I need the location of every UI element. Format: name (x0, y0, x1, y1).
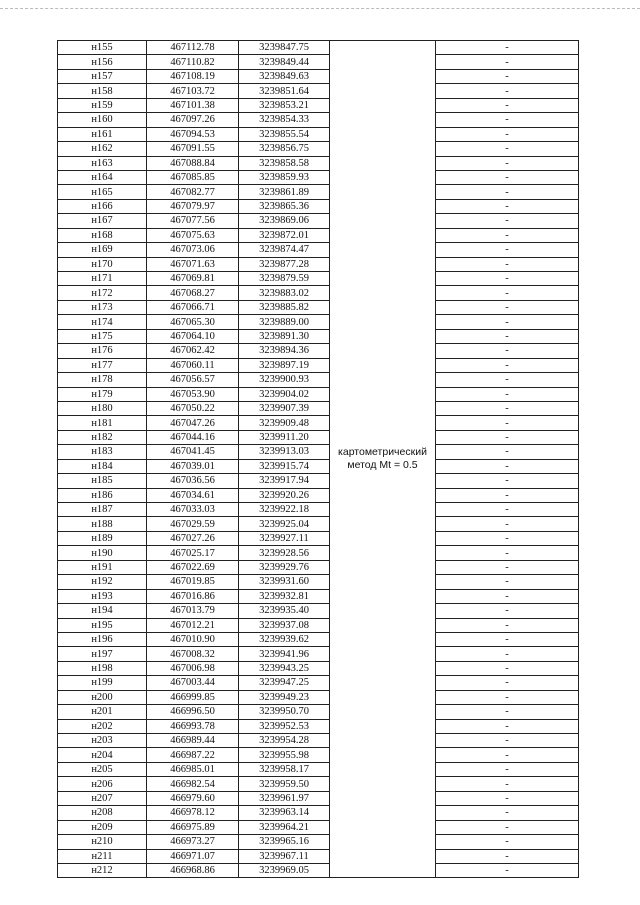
x-coordinate-cell: 467068.27 (147, 286, 239, 300)
y-coordinate-cell: 3239913.03 (239, 445, 330, 459)
x-coordinate-cell: 467027.26 (147, 531, 239, 545)
x-coordinate-cell: 467094.53 (147, 127, 239, 141)
description-cell: - (436, 98, 579, 112)
x-coordinate-cell: 467044.16 (147, 430, 239, 444)
y-coordinate-cell: 3239897.19 (239, 358, 330, 372)
y-coordinate-cell: 3239925.04 (239, 517, 330, 531)
description-cell: - (436, 503, 579, 517)
x-coordinate-cell: 467013.79 (147, 604, 239, 618)
description-cell: - (436, 459, 579, 473)
x-coordinate-cell: 467036.56 (147, 474, 239, 488)
point-name-cell: н178 (58, 373, 147, 387)
y-coordinate-cell: 3239917.94 (239, 474, 330, 488)
description-cell: - (436, 243, 579, 257)
description-cell: - (436, 286, 579, 300)
point-name-cell: н184 (58, 459, 147, 473)
description-cell: - (436, 272, 579, 286)
y-coordinate-cell: 3239891.30 (239, 329, 330, 343)
y-coordinate-cell: 3239907.39 (239, 401, 330, 415)
description-cell: - (436, 358, 579, 372)
x-coordinate-cell: 467050.22 (147, 401, 239, 415)
description-cell: - (436, 560, 579, 574)
table-row (58, 849, 579, 863)
description-cell: - (436, 257, 579, 271)
table-row (58, 734, 579, 748)
table-row (58, 358, 579, 372)
table-row (58, 604, 579, 618)
x-coordinate-cell: 467077.56 (147, 214, 239, 228)
x-coordinate-cell: 467082.77 (147, 185, 239, 199)
table-row (58, 647, 579, 661)
description-cell: - (436, 849, 579, 863)
table-row (58, 286, 579, 300)
table-row (58, 445, 579, 459)
description-cell: - (436, 127, 579, 141)
x-coordinate-cell: 467075.63 (147, 228, 239, 242)
y-coordinate-cell: 3239854.33 (239, 113, 330, 127)
description-cell: - (436, 632, 579, 646)
description-cell: - (436, 228, 579, 242)
x-coordinate-cell: 467008.32 (147, 647, 239, 661)
x-coordinate-cell: 467112.78 (147, 41, 239, 55)
point-name-cell: н208 (58, 806, 147, 820)
x-coordinate-cell: 467097.26 (147, 113, 239, 127)
x-coordinate-cell: 467025.17 (147, 546, 239, 560)
table-row (58, 618, 579, 632)
point-name-cell: н171 (58, 272, 147, 286)
point-name-cell: н169 (58, 243, 147, 257)
table-row (58, 257, 579, 271)
point-name-cell: н212 (58, 863, 147, 877)
x-coordinate-cell: 466982.54 (147, 777, 239, 791)
table-row (58, 228, 579, 242)
x-coordinate-cell: 466993.78 (147, 719, 239, 733)
table-row (58, 401, 579, 415)
description-cell: - (436, 676, 579, 690)
point-name-cell: н182 (58, 430, 147, 444)
x-coordinate-cell: 467071.63 (147, 257, 239, 271)
description-cell: - (436, 113, 579, 127)
description-cell: - (436, 777, 579, 791)
x-coordinate-cell: 467091.55 (147, 142, 239, 156)
table-row (58, 474, 579, 488)
x-coordinate-cell: 467065.30 (147, 315, 239, 329)
y-coordinate-cell: 3239855.54 (239, 127, 330, 141)
description-cell: - (436, 401, 579, 415)
y-coordinate-cell: 3239964.21 (239, 820, 330, 834)
point-name-cell: н205 (58, 762, 147, 776)
description-cell: - (436, 199, 579, 213)
x-coordinate-cell: 467085.85 (147, 170, 239, 184)
description-cell: - (436, 430, 579, 444)
point-name-cell: н193 (58, 589, 147, 603)
x-coordinate-cell: 466973.27 (147, 835, 239, 849)
y-coordinate-cell: 3239869.06 (239, 214, 330, 228)
table-row (58, 170, 579, 184)
table-row (58, 690, 579, 704)
table-row (58, 272, 579, 286)
table-row (58, 820, 579, 834)
x-coordinate-cell: 467108.19 (147, 69, 239, 83)
y-coordinate-cell: 3239965.16 (239, 835, 330, 849)
point-name-cell: н156 (58, 55, 147, 69)
y-coordinate-cell: 3239883.02 (239, 286, 330, 300)
table-row (58, 416, 579, 430)
point-name-cell: н174 (58, 315, 147, 329)
y-coordinate-cell: 3239922.18 (239, 503, 330, 517)
y-coordinate-cell: 3239894.36 (239, 344, 330, 358)
y-coordinate-cell: 3239929.76 (239, 560, 330, 574)
point-name-cell: н197 (58, 647, 147, 661)
y-coordinate-cell: 3239969.05 (239, 863, 330, 877)
x-coordinate-cell: 467053.90 (147, 387, 239, 401)
description-cell: - (436, 762, 579, 776)
point-name-cell: н188 (58, 517, 147, 531)
x-coordinate-cell: 466999.85 (147, 690, 239, 704)
description-cell: - (436, 387, 579, 401)
x-coordinate-cell: 467088.84 (147, 156, 239, 170)
description-cell: - (436, 820, 579, 834)
point-name-cell: н198 (58, 661, 147, 675)
table-row (58, 98, 579, 112)
point-name-cell: н158 (58, 84, 147, 98)
description-cell: - (436, 531, 579, 545)
y-coordinate-cell: 3239941.96 (239, 647, 330, 661)
method-cell (330, 41, 436, 878)
y-coordinate-cell: 3239959.50 (239, 777, 330, 791)
description-cell: - (436, 300, 579, 314)
point-name-cell: н202 (58, 719, 147, 733)
description-cell: - (436, 315, 579, 329)
y-coordinate-cell: 3239877.28 (239, 257, 330, 271)
point-name-cell: н192 (58, 575, 147, 589)
y-coordinate-cell: 3239849.44 (239, 55, 330, 69)
x-coordinate-cell: 466968.86 (147, 863, 239, 877)
x-coordinate-cell: 467016.86 (147, 589, 239, 603)
description-cell: - (436, 142, 579, 156)
description-cell: - (436, 618, 579, 632)
y-coordinate-cell: 3239853.21 (239, 98, 330, 112)
x-coordinate-cell: 466978.12 (147, 806, 239, 820)
table-row (58, 806, 579, 820)
table-row (58, 863, 579, 877)
y-coordinate-cell: 3239915.74 (239, 459, 330, 473)
description-cell: - (436, 863, 579, 877)
point-name-cell: н160 (58, 113, 147, 127)
description-cell: - (436, 517, 579, 531)
y-coordinate-cell: 3239847.75 (239, 41, 330, 55)
x-coordinate-cell: 467103.72 (147, 84, 239, 98)
y-coordinate-cell: 3239937.08 (239, 618, 330, 632)
y-coordinate-cell: 3239911.20 (239, 430, 330, 444)
y-coordinate-cell: 3239849.63 (239, 69, 330, 83)
point-name-cell: н176 (58, 344, 147, 358)
point-name-cell: н175 (58, 329, 147, 343)
point-name-cell: н161 (58, 127, 147, 141)
point-name-cell: н203 (58, 734, 147, 748)
y-coordinate-cell: 3239861.89 (239, 185, 330, 199)
y-coordinate-cell: 3239900.93 (239, 373, 330, 387)
y-coordinate-cell: 3239958.17 (239, 762, 330, 776)
point-name-cell: н168 (58, 228, 147, 242)
y-coordinate-cell: 3239961.97 (239, 791, 330, 805)
point-name-cell: н206 (58, 777, 147, 791)
y-coordinate-cell: 3239851.64 (239, 84, 330, 98)
y-coordinate-cell: 3239963.14 (239, 806, 330, 820)
x-coordinate-cell: 466987.22 (147, 748, 239, 762)
table-row (58, 142, 579, 156)
description-cell: - (436, 329, 579, 343)
y-coordinate-cell: 3239928.56 (239, 546, 330, 560)
point-name-cell: н211 (58, 849, 147, 863)
y-coordinate-cell: 3239950.70 (239, 705, 330, 719)
description-cell: - (436, 344, 579, 358)
point-name-cell: н177 (58, 358, 147, 372)
table-row (58, 719, 579, 733)
table-row (58, 55, 579, 69)
y-coordinate-cell: 3239865.36 (239, 199, 330, 213)
table-row (58, 503, 579, 517)
page-top-dashed-line (0, 8, 640, 9)
point-name-cell: н207 (58, 791, 147, 805)
table-row (58, 791, 579, 805)
table-row (58, 199, 579, 213)
point-name-cell: н164 (58, 170, 147, 184)
x-coordinate-cell: 467047.26 (147, 416, 239, 430)
table-row (58, 156, 579, 170)
table-row (58, 127, 579, 141)
x-coordinate-cell: 467029.59 (147, 517, 239, 531)
table-row (58, 329, 579, 343)
table-row (58, 762, 579, 776)
x-coordinate-cell: 467039.01 (147, 459, 239, 473)
description-cell: - (436, 719, 579, 733)
x-coordinate-cell: 467006.98 (147, 661, 239, 675)
table-row (58, 459, 579, 473)
point-name-cell: н210 (58, 835, 147, 849)
description-cell: - (436, 55, 579, 69)
y-coordinate-cell: 3239935.40 (239, 604, 330, 618)
description-cell: - (436, 214, 579, 228)
table-row (58, 243, 579, 257)
table-row (58, 315, 579, 329)
description-cell: - (436, 445, 579, 459)
description-cell: - (436, 835, 579, 849)
point-name-cell: н191 (58, 560, 147, 574)
x-coordinate-cell: 467034.61 (147, 488, 239, 502)
point-name-cell: н181 (58, 416, 147, 430)
point-name-cell: н165 (58, 185, 147, 199)
table-row (58, 560, 579, 574)
description-cell: - (436, 748, 579, 762)
description-cell: - (436, 546, 579, 560)
table-row (58, 113, 579, 127)
x-coordinate-cell: 467062.42 (147, 344, 239, 358)
x-coordinate-cell: 467064.10 (147, 329, 239, 343)
table-row (58, 41, 579, 55)
table-row (58, 661, 579, 675)
y-coordinate-cell: 3239954.28 (239, 734, 330, 748)
y-coordinate-cell: 3239889.00 (239, 315, 330, 329)
point-name-cell: н166 (58, 199, 147, 213)
table-row (58, 488, 579, 502)
y-coordinate-cell: 3239879.59 (239, 272, 330, 286)
description-cell: - (436, 488, 579, 502)
point-name-cell: н186 (58, 488, 147, 502)
description-cell: - (436, 661, 579, 675)
x-coordinate-cell: 467003.44 (147, 676, 239, 690)
table-row (58, 705, 579, 719)
description-cell: - (436, 791, 579, 805)
table-row (58, 430, 579, 444)
x-coordinate-cell: 466971.07 (147, 849, 239, 863)
y-coordinate-cell: 3239947.25 (239, 676, 330, 690)
table-row (58, 748, 579, 762)
y-coordinate-cell: 3239872.01 (239, 228, 330, 242)
description-cell: - (436, 589, 579, 603)
x-coordinate-cell: 467060.11 (147, 358, 239, 372)
description-cell: - (436, 690, 579, 704)
x-coordinate-cell: 467056.57 (147, 373, 239, 387)
y-coordinate-cell: 3239856.75 (239, 142, 330, 156)
x-coordinate-cell: 467069.81 (147, 272, 239, 286)
y-coordinate-cell: 3239949.23 (239, 690, 330, 704)
point-name-cell: н190 (58, 546, 147, 560)
y-coordinate-cell: 3239920.26 (239, 488, 330, 502)
point-name-cell: н209 (58, 820, 147, 834)
x-coordinate-cell: 467012.21 (147, 618, 239, 632)
table-row (58, 387, 579, 401)
x-coordinate-cell: 467019.85 (147, 575, 239, 589)
y-coordinate-cell: 3239859.93 (239, 170, 330, 184)
point-name-cell: н199 (58, 676, 147, 690)
description-cell: - (436, 647, 579, 661)
y-coordinate-cell: 3239943.25 (239, 661, 330, 675)
table-row (58, 835, 579, 849)
y-coordinate-cell: 3239909.48 (239, 416, 330, 430)
y-coordinate-cell: 3239885.82 (239, 300, 330, 314)
point-name-cell: н195 (58, 618, 147, 632)
description-cell: - (436, 84, 579, 98)
x-coordinate-cell: 466989.44 (147, 734, 239, 748)
point-name-cell: н162 (58, 142, 147, 156)
table-row (58, 373, 579, 387)
point-name-cell: н187 (58, 503, 147, 517)
table-row (58, 517, 579, 531)
x-coordinate-cell: 466975.89 (147, 820, 239, 834)
table-row (58, 575, 579, 589)
y-coordinate-cell: 3239931.60 (239, 575, 330, 589)
point-name-cell: н196 (58, 632, 147, 646)
y-coordinate-cell: 3239967.11 (239, 849, 330, 863)
point-name-cell: н194 (58, 604, 147, 618)
y-coordinate-cell: 3239904.02 (239, 387, 330, 401)
x-coordinate-cell: 467101.38 (147, 98, 239, 112)
point-name-cell: н170 (58, 257, 147, 271)
description-cell: - (436, 156, 579, 170)
table-row (58, 69, 579, 83)
x-coordinate-cell: 467041.45 (147, 445, 239, 459)
y-coordinate-cell: 3239927.11 (239, 531, 330, 545)
description-cell: - (436, 734, 579, 748)
point-name-cell: н172 (58, 286, 147, 300)
description-cell: - (436, 170, 579, 184)
y-coordinate-cell: 3239932.81 (239, 589, 330, 603)
description-cell: - (436, 373, 579, 387)
table-row (58, 84, 579, 98)
table-row (58, 185, 579, 199)
y-coordinate-cell: 3239955.98 (239, 748, 330, 762)
description-cell: - (436, 41, 579, 55)
x-coordinate-cell: 466996.50 (147, 705, 239, 719)
x-coordinate-cell: 467066.71 (147, 300, 239, 314)
method-text-line: метод Mt = 0.5 (347, 459, 418, 472)
x-coordinate-cell: 467073.06 (147, 243, 239, 257)
point-name-cell: н179 (58, 387, 147, 401)
description-cell: - (436, 185, 579, 199)
description-cell: - (436, 806, 579, 820)
description-cell: - (436, 474, 579, 488)
point-name-cell: н167 (58, 214, 147, 228)
point-name-cell: н155 (58, 41, 147, 55)
description-cell: - (436, 416, 579, 430)
x-coordinate-cell: 467110.82 (147, 55, 239, 69)
description-cell: - (436, 575, 579, 589)
point-name-cell: н204 (58, 748, 147, 762)
point-name-cell: н180 (58, 401, 147, 415)
point-name-cell: н183 (58, 445, 147, 459)
table-row (58, 300, 579, 314)
x-coordinate-cell: 466985.01 (147, 762, 239, 776)
table-row (58, 676, 579, 690)
table-row (58, 531, 579, 545)
table-row (58, 214, 579, 228)
point-name-cell: н201 (58, 705, 147, 719)
table-row (58, 632, 579, 646)
coordinates-table-body (58, 41, 579, 878)
y-coordinate-cell: 3239952.53 (239, 719, 330, 733)
point-name-cell: н157 (58, 69, 147, 83)
point-name-cell: н173 (58, 300, 147, 314)
table-row (58, 344, 579, 358)
description-cell: - (436, 705, 579, 719)
x-coordinate-cell: 467033.03 (147, 503, 239, 517)
description-cell: - (436, 69, 579, 83)
x-coordinate-cell: 467079.97 (147, 199, 239, 213)
x-coordinate-cell: 467010.90 (147, 632, 239, 646)
coordinates-table (57, 40, 579, 878)
description-cell: - (436, 604, 579, 618)
x-coordinate-cell: 466979.60 (147, 791, 239, 805)
y-coordinate-cell: 3239939.62 (239, 632, 330, 646)
table-row (58, 777, 579, 791)
x-coordinate-cell: 467022.69 (147, 560, 239, 574)
point-name-cell: н200 (58, 690, 147, 704)
point-name-cell: н189 (58, 531, 147, 545)
point-name-cell: н163 (58, 156, 147, 170)
y-coordinate-cell: 3239874.47 (239, 243, 330, 257)
method-text-line: картометрический (338, 446, 427, 459)
point-name-cell: н159 (58, 98, 147, 112)
point-name-cell: н185 (58, 474, 147, 488)
y-coordinate-cell: 3239858.58 (239, 156, 330, 170)
table-row (58, 546, 579, 560)
table-row (58, 589, 579, 603)
